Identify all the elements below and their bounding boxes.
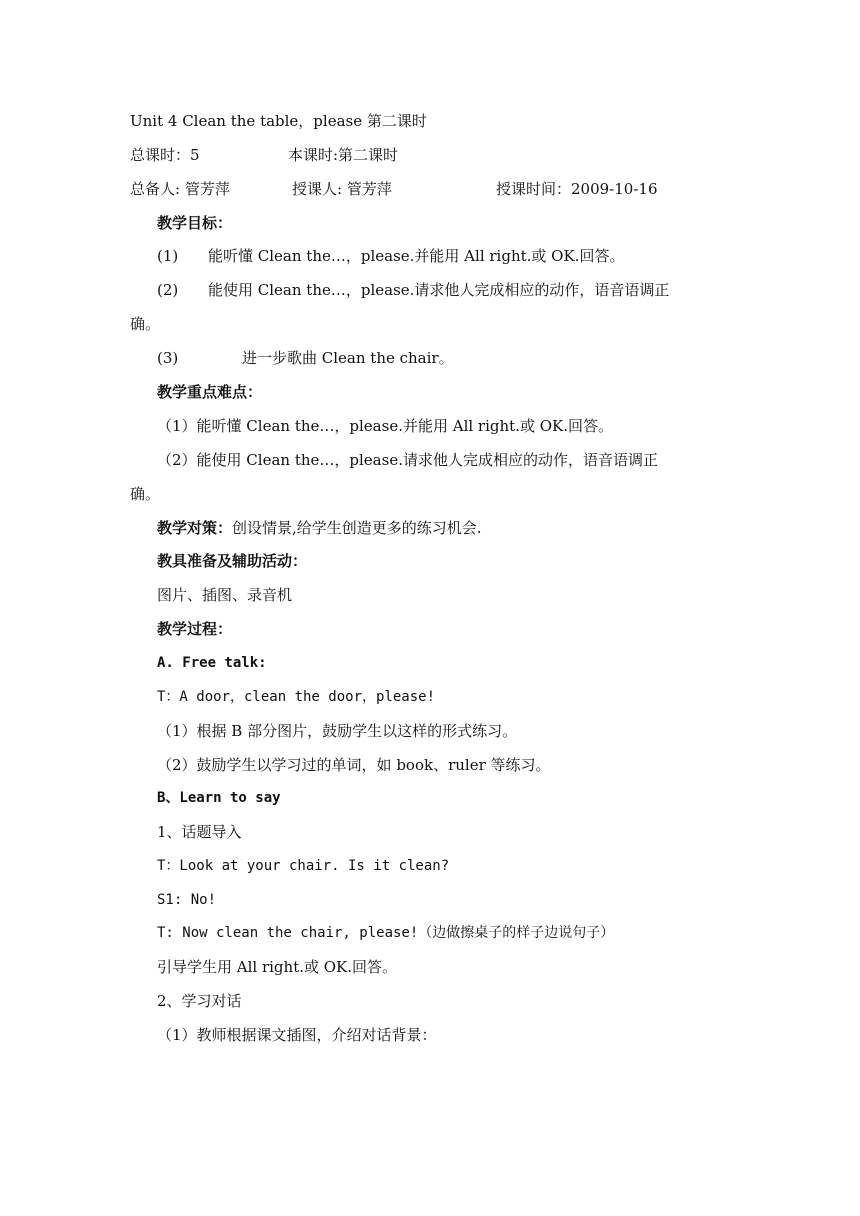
process-line: （2）鼓励学生以学习过的单词，如 book、ruler 等练习。: [157, 756, 551, 774]
keypoints-heading: 教学重点难点：: [157, 383, 263, 401]
strategy-heading: 教学对策：: [157, 519, 233, 537]
process-line: S1: No!: [157, 892, 217, 908]
strategy-text: 创设情景,给学生创造更多的练习机会.: [232, 519, 482, 537]
tools-heading: 教具准备及辅助活动：: [157, 552, 308, 570]
keypoint-2-cont: 确。: [130, 485, 161, 503]
objectives-heading: 教学目标：: [157, 214, 233, 232]
objective-1-num: (1): [157, 247, 179, 265]
page-title: Unit 4 Clean the table，please 第二课时: [130, 112, 427, 130]
objective-2-text: 能使用 Clean the…，please.请求他人完成相应的动作，语音语调正: [208, 281, 670, 299]
process-line-b: B、Learn to say: [157, 790, 281, 806]
strategy-line: [157, 518, 482, 538]
objective-1-text: 能听懂 Clean the…，please.并能用 All right.或 OK.回答。: [208, 247, 625, 265]
total-lessons: 总课时：5: [130, 146, 200, 164]
keypoint-2: （2）能使用 Clean the…，please.请求他人完成相应的动作，语音语调正: [157, 451, 658, 469]
objective-3-num: (3): [157, 349, 179, 367]
process-line: 2、学习对话: [157, 992, 242, 1010]
process-line: T：Look at your chair. Is it clean?: [157, 858, 450, 874]
process-line: T: Now clean the chair, please!（边做擦桌子的样子边说句子）: [157, 925, 615, 941]
teacher: 授课人: 管芳萍: [292, 180, 392, 198]
process-line: （1）教师根据课文插图，介绍对话背景：: [157, 1026, 437, 1044]
objective-3-text: 进一步歌曲 Clean the chair。: [242, 349, 454, 367]
process-line-a: A. Free talk:: [157, 655, 267, 671]
objective-2-cont: 确。: [130, 315, 161, 333]
process-line: T：A door，clean the door，please!: [157, 689, 436, 705]
current-lesson: 本课时:第二课时: [288, 146, 399, 164]
process-line: 1、话题导入: [157, 823, 242, 841]
process-line: （1）根据 B 部分图片，鼓励学生以这样的形式练习。: [157, 722, 518, 740]
lesson-time: 授课时间：2009-10-16: [496, 180, 658, 198]
preparer: 总备人: 管芳萍: [130, 180, 230, 198]
process-heading: 教学过程：: [157, 620, 233, 638]
process-line: 引导学生用 All right.或 OK.回答。: [157, 958, 398, 976]
keypoint-1: （1）能听懂 Clean the…，please.并能用 All right.或 OK.回答。: [157, 417, 613, 435]
objective-2-num: (2): [157, 281, 179, 299]
tools-text: 图片、插图、录音机: [157, 586, 293, 604]
